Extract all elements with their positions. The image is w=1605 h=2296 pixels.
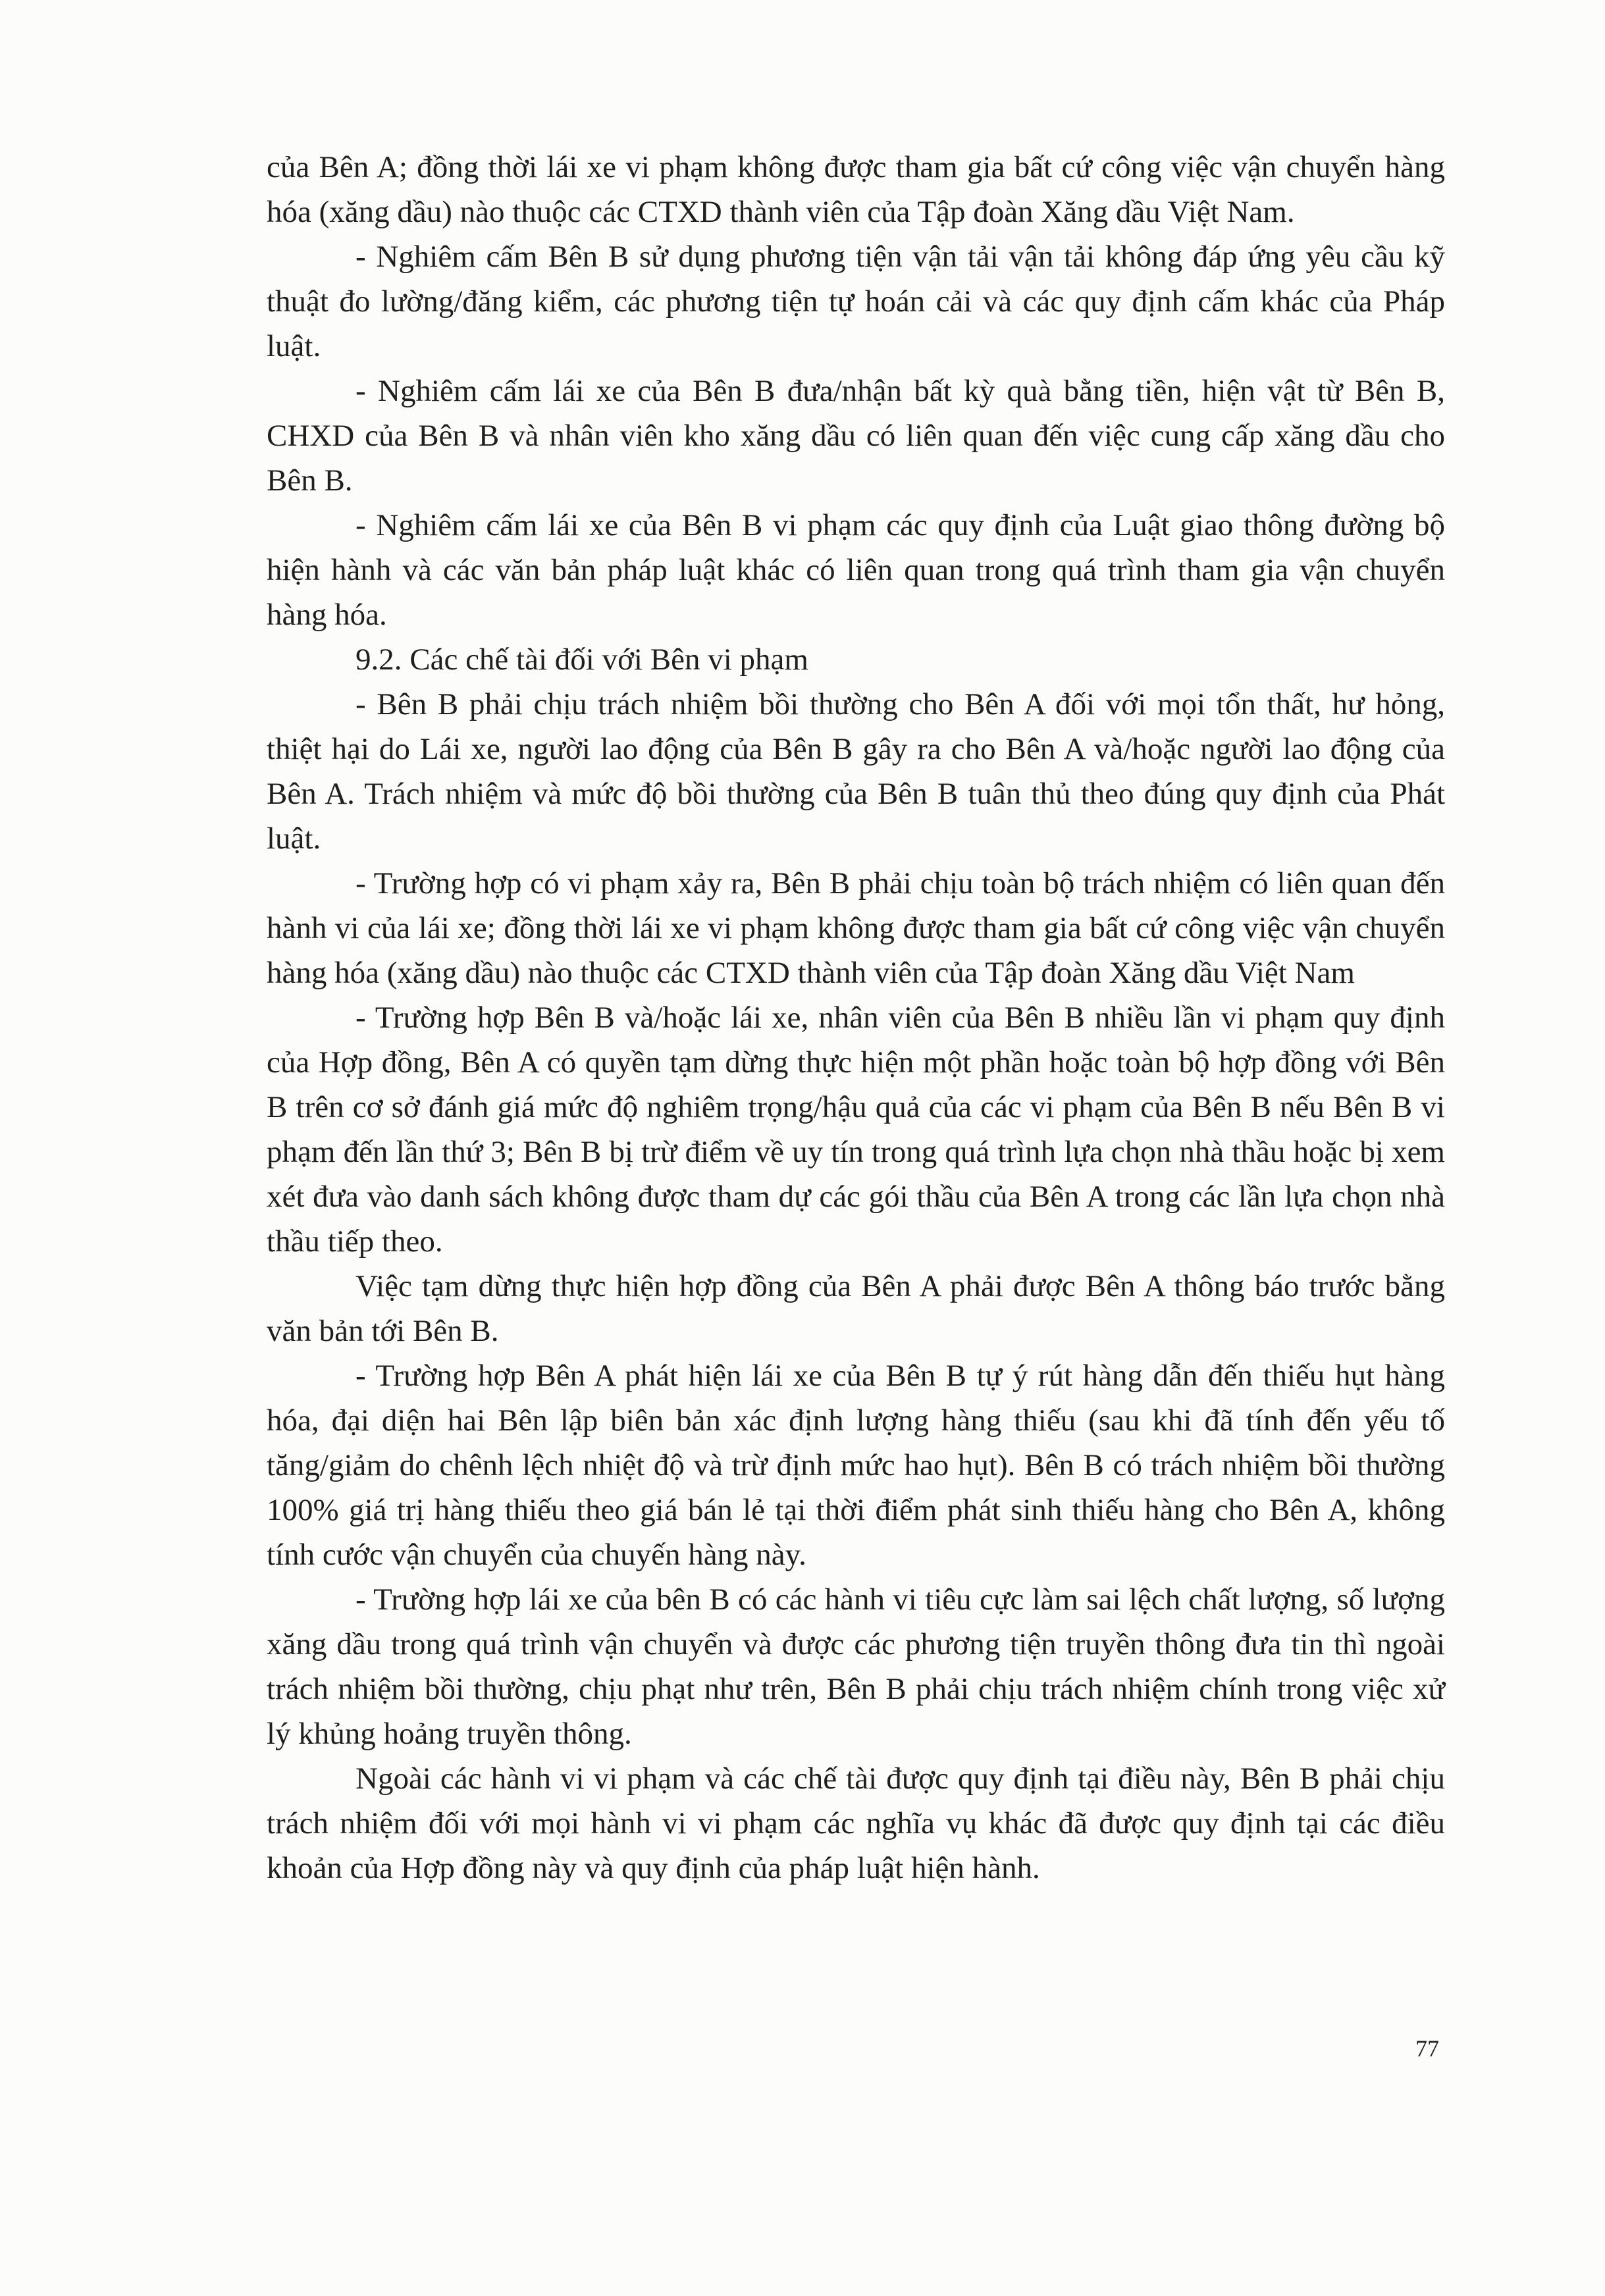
paragraph-compensation: - Bên B phải chịu trách nhiệm bồi thường cho Bên A đối với mọi tổn thất, hư hỏng, thiệt hại do Lái xe, người lao động của Bên B gây ra cho Bên A và/hoặc người lao động của Bên A. Trách nhiệm và mức độ bồi thường của Bên B tuân thủ theo đúng quy định của Phát luật. [267,687,1445,856]
section-heading-9-2: 9.2. Các chế tài đối với Bên vi phạm [355,642,808,677]
paragraph-fuel-shortage: - Trường hợp Bên A phát hiện lái xe của Bên B tự ý rút hàng dẫn đến thiếu hụt hàng hóa, đại diện hai Bên lập biên bản xác định lượng hàng thiếu (sau khi đã tính đến yếu tố tăng/giảm do chênh lệch nhiệt độ và trừ định mức hao hụt). Bên B có trách nhiệm bồi thường 100% giá trị hàng thiếu theo giá bán lẻ tại thời điểm phát sinh thiếu hàng cho Bên A, không tính cước vận chuyển của chuyến hàng này. [267,1359,1445,1572]
paragraph-prohibit-gifts: - Nghiêm cấm lái xe của Bên B đưa/nhận bất kỳ quà bằng tiền, hiện vật từ Bên B, CHXD của Bên B và nhân viên kho xăng dầu có liên quan đến việc cung cấp xăng dầu cho Bên B. [267,374,1445,498]
paragraph-prohibit-vehicles: - Nghiêm cấm Bên B sử dụng phương tiện vận tải vận tải không đáp ứng yêu cầu kỹ thuật đo lường/đăng kiểm, các phương tiện tự hoán cải và các quy định cấm khác của Pháp luật. [267,240,1445,363]
paragraph-other-obligations: Ngoài các hành vi vi phạm và các chế tài được quy định tại điều này, Bên B phải chịu trách nhiệm đối với mọi hành vi vi phạm các nghĩa vụ khác đã được quy định tại các điều khoản của Hợp đồng này và quy định của pháp luật hiện hành. [267,1761,1445,1885]
body-text [267,145,1445,1891]
paragraph-violation-responsibility: - Trường hợp có vi phạm xảy ra, Bên B phải chịu toàn bộ trách nhiệm có liên quan đến hành vi của lái xe; đồng thời lái xe vi phạm không được tham gia bất cứ công việc vận chuyển hàng hóa (xăng dầu) nào thuộc các CTXD thành viên của Tập đoàn Xăng dầu Việt Nam [267,866,1445,990]
paragraph-repeated-violations: - Trường hợp Bên B và/hoặc lái xe, nhân viên của Bên B nhiều lần vi phạm quy định của Hợp đồng, Bên A có quyền tạm dừng thực hiện một phần hoặc toàn bộ hợp đồng với Bên B trên cơ sở đánh giá mức độ nghiêm trọng/hậu quả của các vi phạm của Bên B nếu Bên B vi phạm đến lần thứ 3; Bên B bị trừ điểm về uy tín trong quá trình lựa chọn nhà thầu hoặc bị xem xét đưa vào danh sách không được tham dự các gói thầu của Bên A trong các lần lựa chọn nhà thầu tiếp theo. [267,1001,1445,1259]
paragraph-continuation: của Bên A; đồng thời lái xe vi phạm không được tham gia bất cứ công việc vận chuyển hàng hóa (xăng dầu) nào thuộc các CTXD thành viên của Tập đoàn Xăng dầu Việt Nam. [267,150,1445,229]
paragraph-prohibit-traffic-violations: - Nghiêm cấm lái xe của Bên B vi phạm các quy định của Luật giao thông đường bộ hiện hành và các văn bản pháp luật khác có liên quan trong quá trình tham gia vận chuyển hàng hóa. [267,508,1445,632]
paragraph-suspension-notice: Việc tạm dừng thực hiện hợp đồng của Bên A phải được Bên A thông báo trước bằng văn bản tới Bên B. [267,1269,1445,1348]
paragraph-media-crisis: - Trường hợp lái xe của bên B có các hành vi tiêu cực làm sai lệch chất lượng, số lượng xăng dầu trong quá trình vận chuyển và được các phương tiện truyền thông đưa tin thì ngoài trách nhiệm bồi thường, chịu phạt như trên, Bên B phải chịu trách nhiệm chính trong việc xử lý khủng hoảng truyền thông. [267,1582,1445,1751]
page-number: 77 [1415,2035,1439,2062]
